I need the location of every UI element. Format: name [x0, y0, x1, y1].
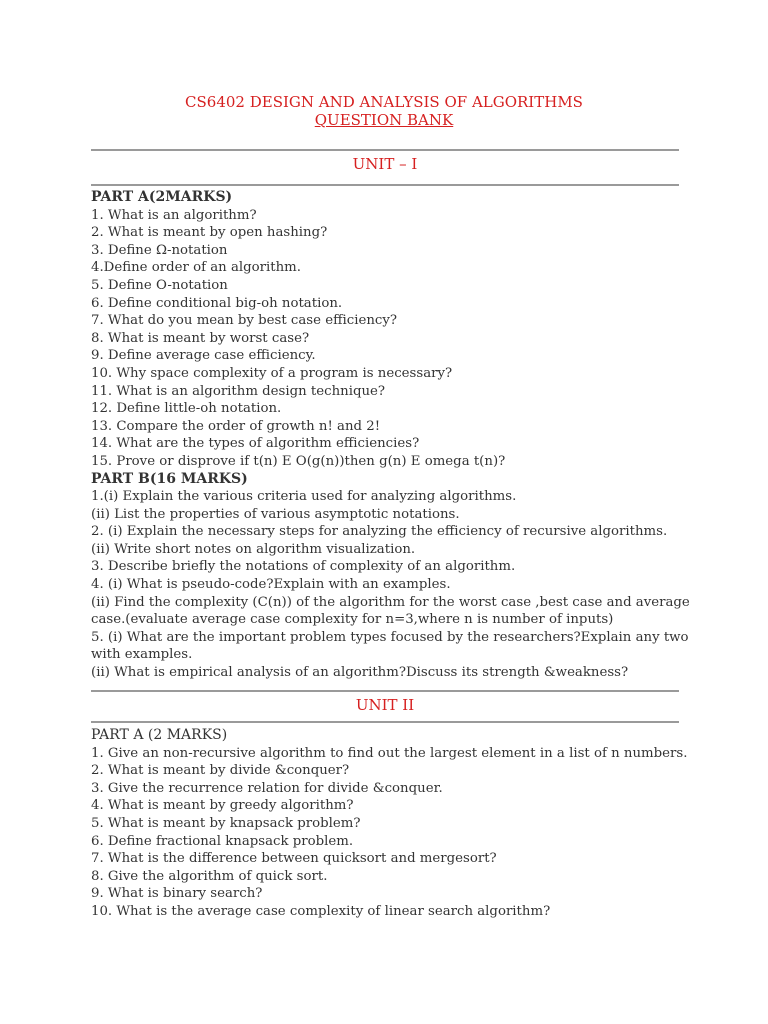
- question-item: 4. What is meant by greedy algorithm?: [91, 798, 354, 814]
- question-item: 6. Define fractional knapsack problem.: [91, 833, 354, 849]
- question-line: (ii) Write short notes on algorithm visualization.: [91, 541, 416, 557]
- question-item: 9. What is binary search?: [91, 886, 263, 902]
- question-item: 1. What is an algorithm?: [91, 207, 257, 223]
- unit2-part-a-heading: PART A (2 MARKS): [91, 727, 228, 743]
- question-line: with examples.: [91, 647, 193, 663]
- question-item: 12. Define little-oh notation.: [91, 401, 282, 417]
- unit1-content: [91, 189, 690, 682]
- unit1-heading: UNIT – I: [352, 155, 418, 173]
- question-item: 9. Define average case efficiency.: [91, 348, 316, 364]
- question-item: 4.Define order of an algorithm.: [91, 260, 301, 276]
- question-line: 2. (i) Explain the necessary steps for analyzing the efficiency of recursive algorithms.: [91, 524, 668, 540]
- question-item: 3. Define Ω-notation: [91, 242, 228, 258]
- question-item: 7. What is the difference between quicksort and mergesort?: [91, 851, 497, 867]
- question-line: 3. Describe briefly the notations of complexity of an algorithm.: [91, 559, 516, 575]
- question-item: 15. Prove or disprove if t(n) E O(g(n))then g(n) E omega t(n)?: [91, 453, 506, 469]
- question-line: 1.(i) Explain the various criteria used for analyzing algorithms.: [91, 489, 517, 505]
- question-line: (ii) Find the complexity (C(n)) of the algorithm for the worst case ,best case and average: [91, 594, 690, 610]
- question-line: case.(evaluate average case complexity for n=3,where n is number of inputs): [91, 612, 614, 628]
- question-item: 8. What is meant by worst case?: [91, 330, 310, 346]
- unit1-part-b-heading: PART B(16 MARKS): [91, 470, 248, 487]
- question-item: 2. What is meant by open hashing?: [91, 225, 328, 241]
- divider-unit1-top: [91, 149, 679, 151]
- question-item: 10. What is the average case complexity of linear search algorithm?: [91, 903, 551, 919]
- question-item: 7. What do you mean by best case efficiency?: [91, 313, 397, 329]
- question-item: 2. What is meant by divide &conquer?: [91, 763, 350, 779]
- question-line: (ii) What is empirical analysis of an algorithm?Discuss its strength &weakness?: [91, 665, 629, 681]
- question-line: 4. (i) What is pseudo-code?Explain with an examples.: [91, 577, 451, 593]
- question-line: (ii) List the properties of various asymptotic notations.: [91, 506, 460, 522]
- question-item: 5. What is meant by knapsack problem?: [91, 815, 361, 831]
- question-item: 11. What is an algorithm design technique?: [91, 383, 386, 399]
- question-item: 3. Give the recurrence relation for divide &conquer.: [91, 780, 443, 796]
- question-line: 5. (i) What are the important problem types focused by the researchers?Explain any two: [91, 629, 689, 645]
- question-item: 6. Define conditional big-oh notation.: [91, 295, 343, 311]
- question-item: 10. Why space complexity of a program is necessary?: [91, 365, 453, 381]
- document-title: CS6402 DESIGN AND ANALYSIS OF ALGORITHMS: [185, 93, 583, 111]
- question-item: 13. Compare the order of growth n! and 2!: [91, 418, 381, 434]
- divider-unit1-bottom: [91, 184, 679, 186]
- question-item: 5. Define O-notation: [91, 277, 228, 293]
- unit2-heading: UNIT II: [355, 696, 415, 714]
- document-subtitle: QUESTION BANK: [314, 111, 454, 129]
- question-item: 8. Give the algorithm of quick sort.: [91, 868, 328, 884]
- unit1-part-a-heading: PART A(2MARKS): [91, 189, 233, 205]
- question-item: 1. Give an non-recursive algorithm to find out the largest element in a list of n numbers.: [91, 745, 688, 761]
- question-item: 14. What are the types of algorithm efficiencies?: [91, 436, 420, 452]
- divider-unit2-top: [91, 690, 679, 692]
- unit2-content: [91, 727, 688, 921]
- divider-unit2-bottom: [91, 721, 679, 723]
